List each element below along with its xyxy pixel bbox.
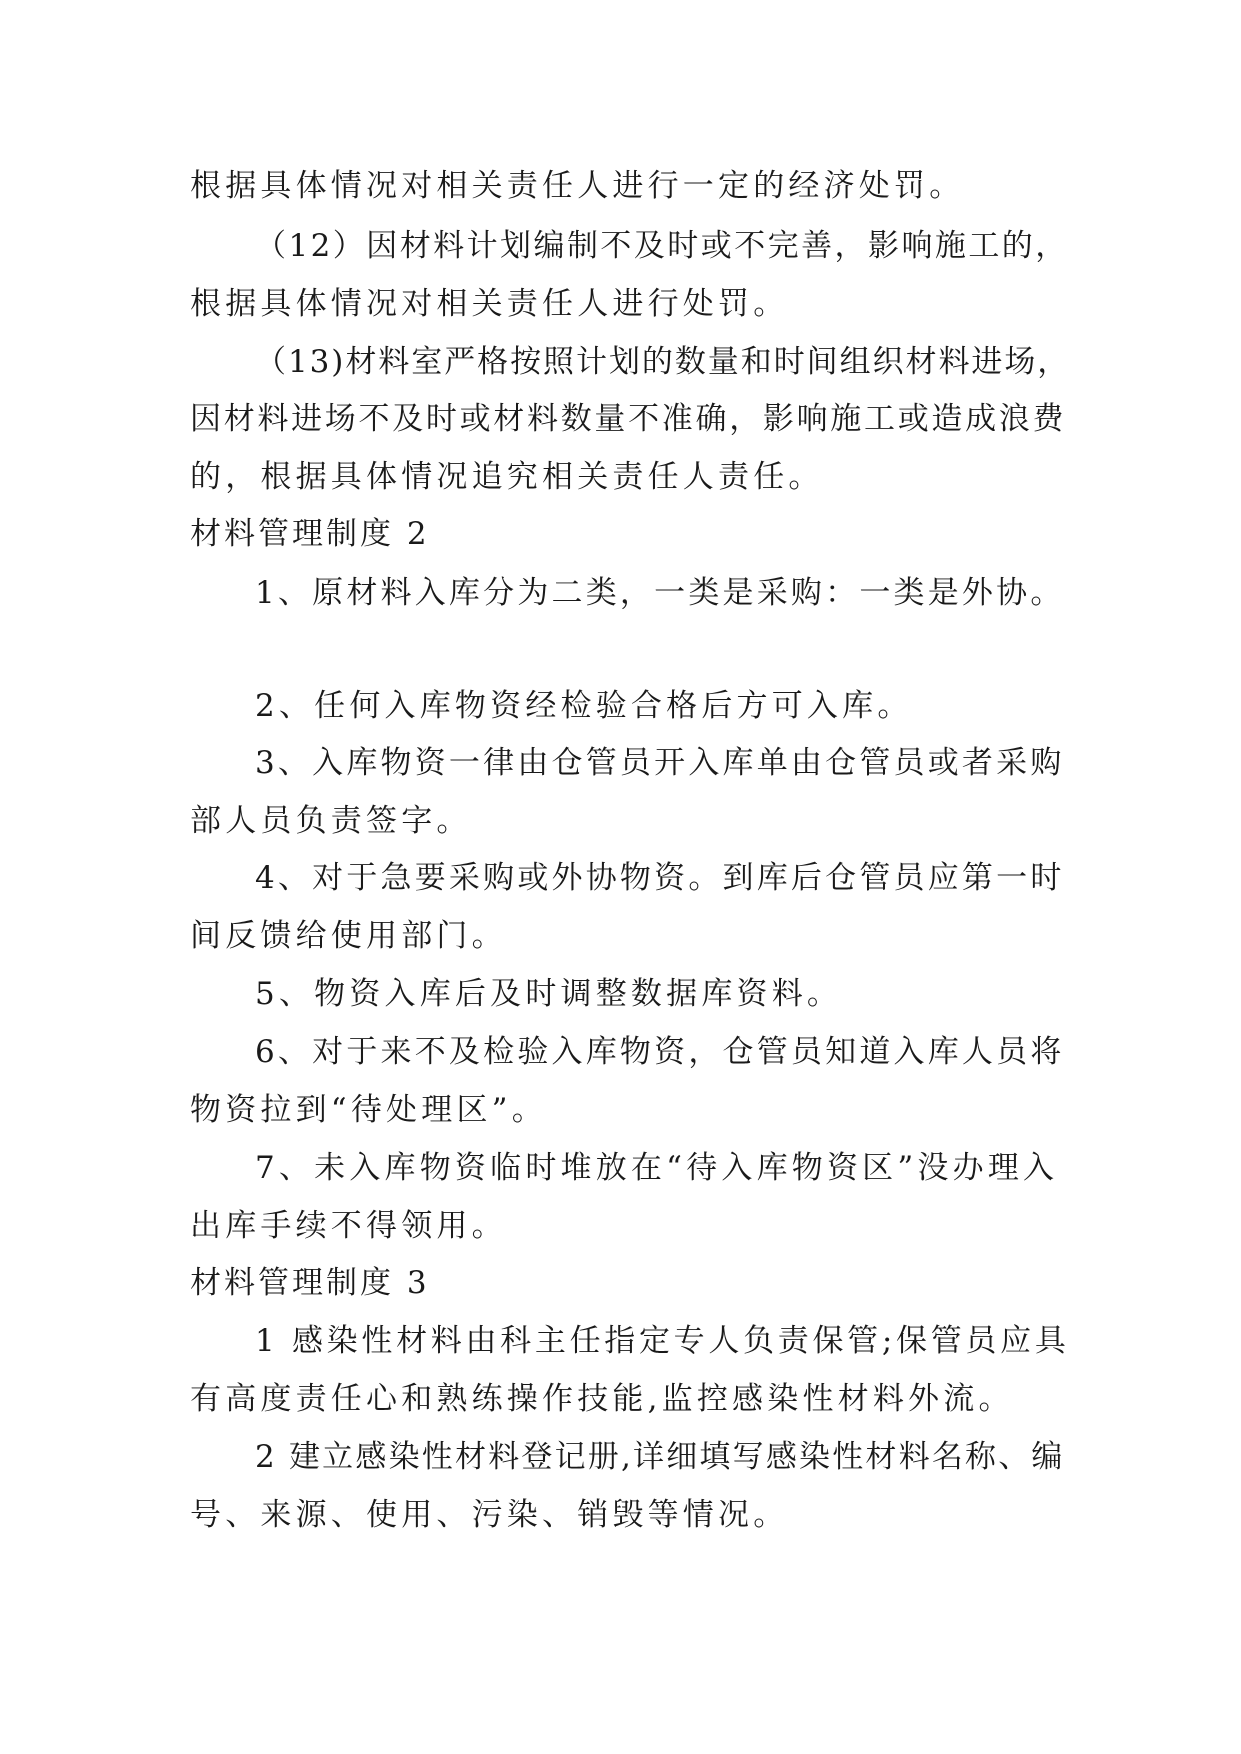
paragraph-line: 号、来源、使用、污染、销毁等情况。	[190, 1497, 789, 1533]
section-heading: 材料管理制度 3	[190, 1265, 430, 1301]
paragraph-line: （13)材料室严格按照计划的数量和时间组织材料进场，	[255, 344, 1071, 380]
paragraph-line: 物资拉到“待处理区”。	[190, 1092, 547, 1128]
paragraph-line: 2、任何入库物资经检验合格后方可入库。	[255, 688, 913, 724]
paragraph-line: 4、对于急要采购或外协物资。到库后仓管员应第一时	[255, 860, 1065, 896]
paragraph-line: 5、物资入库后及时调整数据库资料。	[255, 976, 843, 1012]
paragraph-line: 根据具体情况对相关责任人进行处罚。	[190, 286, 789, 322]
paragraph-line: 1 感染性材料由科主任指定专人负责保管;保管员应具	[255, 1323, 1070, 1359]
paragraph-line: 1、原材料入库分为二类，一类是采购：一类是外协。	[255, 575, 1065, 611]
paragraph-line: 部人员负责签字。	[190, 803, 472, 839]
paragraph-line: 的，根据具体情况追究相关责任人责任。	[190, 459, 824, 495]
paragraph-line: 6、对于来不及检验入库物资，仓管员知道入库人员将	[255, 1034, 1065, 1070]
paragraph-line: 因材料进场不及时或材料数量不准确，影响施工或造成浪费	[190, 401, 1067, 437]
paragraph-line: 3、入库物资一律由仓管员开入库单由仓管员或者采购	[255, 745, 1065, 781]
paragraph-line: 出库手续不得领用。	[190, 1208, 507, 1244]
paragraph-line: 2 建立感染性材料登记册,详细填写感染性材料名称、编	[255, 1439, 1065, 1475]
paragraph-line: 间反馈给使用部门。	[190, 918, 507, 954]
paragraph-line: 有高度责任心和熟练操作技能,监控感染性材料外流。	[190, 1381, 1014, 1417]
paragraph-line: 7、未入库物资临时堆放在“待入库物资区”没办理入	[255, 1150, 1059, 1186]
section-heading: 材料管理制度 2	[190, 516, 430, 552]
paragraph-line: （12）因材料计划编制不及时或不完善，影响施工的，	[255, 228, 1069, 264]
paragraph-line: 根据具体情况对相关责任人进行一定的经济处罚。	[190, 168, 965, 204]
